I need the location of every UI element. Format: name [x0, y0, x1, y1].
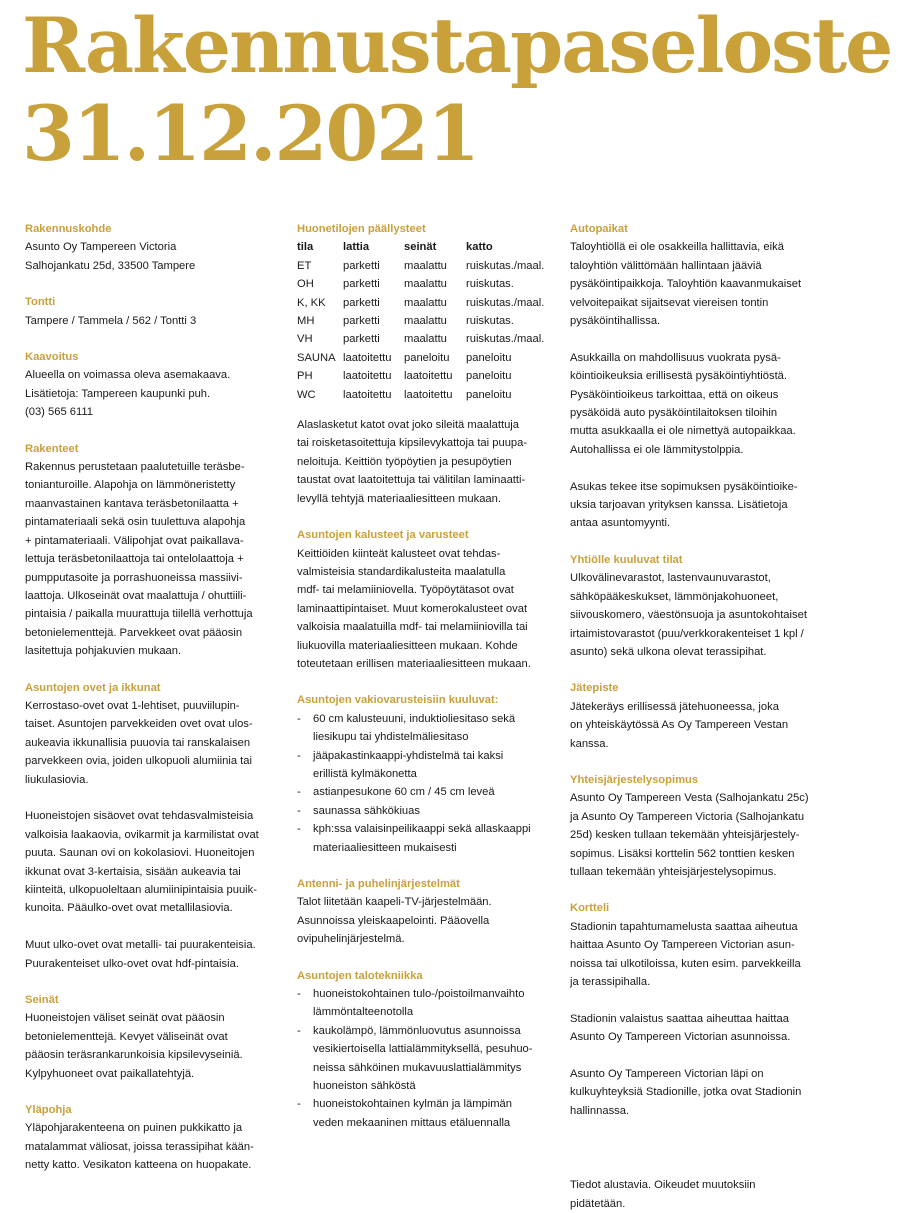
section-kortteli	[570, 899, 820, 1120]
list-item: - huoneistokohtainen kylmän ja lämpimän veden mekaaninen mittaus etäluennalla	[297, 1095, 555, 1132]
list-item: - saunassa sähkökiuas	[297, 802, 555, 820]
section-paallysteet	[297, 220, 555, 508]
section-heading: Asuntojen vakiovarusteisiin kuuluvat:	[297, 694, 499, 707]
table-header-row	[297, 238, 554, 256]
table-cell: maalattu	[404, 315, 447, 328]
title-line-2: 31.12.2021	[22, 89, 478, 178]
section-heading: Huonetilojen päällysteet	[297, 223, 426, 235]
section-heading: Kaavoitus	[25, 351, 79, 364]
table-cell: OH	[297, 278, 314, 291]
table-cell: ruiskutas.	[466, 278, 514, 291]
table-cell: parketti	[343, 259, 380, 272]
section-text: Alaslasketut katot ovat joko sileitä maalattuja tai roisketasoitettuja kipsilevykattoja tai puupa- neloituja. Keittiön työpöytien ja pesupöytien taustat ovat laatoitettuja tai välitilan laminaatti- levyllä tehtyjä materiaaliesitteen mukaan.	[297, 419, 528, 505]
column-header: lattia	[343, 241, 370, 254]
section-antenni	[297, 875, 555, 949]
section-heading: Jätepiste	[570, 682, 619, 695]
table-cell: ruiskutas.	[466, 315, 514, 328]
table-row	[297, 330, 554, 348]
section-text: Asunto Oy Tampereen Vesta (Salhojankatu 25c) ja Asunto Oy Tampereen Victoria (Salhojankatu 25d) kesken tullaan tekemään yhteisjärjestely- sopimus. Lisäksi korttelin 562 tonttien kesken tullaan tekemään yhteisjärjestelysopimus.	[570, 792, 809, 878]
table-cell: laatoitettu	[343, 388, 392, 401]
table-cell: parketti	[343, 278, 380, 291]
technology-list	[297, 985, 555, 1132]
table-cell: laatoitettu	[404, 388, 453, 401]
column-3	[570, 220, 820, 1213]
table-cell: WC	[297, 388, 316, 401]
section-heading: Yläpohja	[25, 1104, 72, 1117]
column-header: tila	[297, 241, 314, 254]
table-cell: maalattu	[404, 296, 447, 309]
column-1	[25, 220, 275, 1193]
section-heading: Antenni- ja puhelinjärjestelmät	[297, 878, 460, 890]
section-rakenteet	[25, 440, 275, 661]
table-row	[297, 386, 554, 404]
list-item: - jääpakastinkaappi-yhdistelmä tai kaksi erillistä kylmäkonetta	[297, 747, 555, 784]
list-item: - 60 cm kalusteuuni, induktioliesitaso sekä liesikupu tai yhdistelmäliesitaso	[297, 710, 555, 747]
table-cell: parketti	[343, 296, 380, 309]
list-item: - astianpesukone 60 cm / 45 cm leveä	[297, 783, 555, 801]
table-cell: parketti	[343, 333, 380, 346]
table-cell: ET	[297, 259, 312, 272]
table-cell: ruiskutas./maal.	[466, 296, 545, 309]
section-text: Asukkailla on mahdollisuus vuokrata pysä- köintioikeuksia erillisestä pysäköintiyhtiöstä. Pysäköintioikeus tarkoittaa, että on oikeus pysäköidä auto pysäköintilaitoksen tiloihin mutta asukkaalla ei ole nimettyä autopaikkaa. Autohallissa ei ole lämmitystolppia.	[570, 351, 796, 456]
section-text: Rakennus perustetaan paalutetuille teräsbe- tonianturoille. Alapohja on lämmöneristetty maanvastainen kantava teräsbetonilaatta + pintamateriaali sekä osin tuulettuva alapohja + pintamateriaali. Välipohjat ovat paikallava- lettuja teräsbetonilaattoja tai ontelolaattoja + pumpputasoite ja porrashuoneissa massiivi- laattoja. Ulkoseinät ovat maalattuja / ohuttiili- pintaisia / paikalla muurattuja tiilellä verhottuja betonielementtejä. Parvekkeet ovat pääosin lasitettuja pohjakuvien mukaan.	[25, 461, 253, 658]
section-yhtiolle	[570, 551, 820, 661]
table-cell: SAUNA	[297, 351, 336, 364]
list-item: - kph:ssa valaisinpeilikaappi sekä allaskaappi materiaaliesitteen mukaisesti	[297, 820, 555, 857]
section-text: Jätekeräys erillisessä jätehuoneessa, joka on yhteiskäytössä As Oy Tampereen Vestan kanssa.	[570, 700, 789, 750]
section-heading: Rakennuskohde	[25, 223, 112, 235]
equipment-list	[297, 710, 555, 857]
column-header: seinät	[404, 241, 437, 254]
table-cell: VH	[297, 333, 313, 346]
section-text: Taloyhtiöllä ei ole osakkeilla hallittavia, eikä taloyhtiön välittömään hallintaan jääviä pysäköintipaikkoja. Taloyhtiön kaavanmukaiset velvoitepaikat sijaitsevat viereisen tontin pysäköintihallissa.	[570, 241, 802, 328]
column-2	[297, 220, 555, 1150]
list-item: - huoneistokohtainen tulo-/poistoilmanvaihto lämmöntalteenotolla	[297, 985, 555, 1022]
section-autopaikat	[570, 220, 820, 533]
section-heading: Asuntojen ovet ja ikkunat	[25, 681, 161, 694]
table-cell: laatoitettu	[343, 351, 392, 364]
table-cell: PH	[297, 370, 313, 383]
section-text: Stadionin valaistus saattaa aiheuttaa haittaa Asunto Oy Tampereen Victorian asunnoissa.	[570, 1012, 791, 1044]
section-rakennuskohde	[25, 220, 275, 275]
table-cell: ruiskutas./maal.	[466, 259, 545, 272]
section-text: Talot liitetään kaapeli-TV-järjestelmään. Asunnoissa yleiskaapelointi. Pääovella ovipuhelinjärjestelmä.	[297, 896, 492, 946]
table-cell: parketti	[343, 315, 380, 328]
section-text: Stadionin tapahtumamelusta saattaa aiheutua haittaa Asunto Oy Tampereen Victorian asun- noissa tai ulkotiloissa, kuten esim. parvekkeilla ja terassipihalla.	[570, 920, 801, 988]
table-cell: laatoitettu	[343, 370, 392, 383]
section-ylapohja	[25, 1101, 275, 1175]
table-cell: paneloitu	[404, 351, 450, 364]
table-cell: maalattu	[404, 333, 447, 346]
table-cell: maalattu	[404, 278, 447, 291]
table-cell: maalattu	[404, 259, 447, 272]
section-ovet-ikkunat	[25, 679, 275, 973]
finishes-table-body	[297, 257, 554, 404]
list-item: - kaukolämpö, lämmönluovutus asunnoissa vesikiertoisella lattialämmityksellä, pesuhuo- neissa sähköinen mukavuuslattialämmitys huoneiston sähköstä	[297, 1022, 555, 1096]
column-header: katto	[466, 241, 493, 254]
section-text: Ulkovälinevarastot, lastenvaunuvarastot, sähköpääkeskukset, lämmönjakohuoneet, siivouskomero, väestönsuoja ja asuntokohtaiset irtaimistovarastot (puu/verkkorakenteiset 1 kpl / asunto) sekä ulkona olevat terassipihat.	[570, 572, 807, 658]
finishes-table	[297, 238, 554, 404]
section-heading: Kortteli	[570, 902, 610, 915]
section-seinat	[25, 991, 275, 1083]
table-cell: paneloitu	[466, 388, 512, 401]
footer-note: Tiedot alustavia. Oikeudet muutoksiin pidätetään.	[570, 1179, 756, 1210]
table-row	[297, 349, 554, 367]
table-cell: ruiskutas./maal.	[466, 333, 545, 346]
title-line-1: Rakennustapaseloste	[22, 1, 892, 90]
table-row	[297, 275, 554, 293]
section-text: Yläpohjarakenteena on puinen pukkikatto ja matalammat väliosat, joissa terassipihat kään- netty katto. Vesikaton katteena on huopakate.	[25, 1122, 254, 1172]
section-text: Alueella on voimassa oleva asemakaava. Lisätietoja: Tampereen kaupunki puh. (03) 565 6111	[25, 369, 231, 419]
section-vakiovarusteet	[297, 691, 555, 857]
section-text: Asunto Oy Tampereen Victoria Salhojankatu 25d, 33500 Tampere	[25, 241, 196, 272]
section-kalusteet	[297, 526, 555, 673]
table-cell: MH	[297, 315, 315, 328]
table-cell: paneloitu	[466, 351, 512, 364]
section-text: Muut ulko-ovet ovat metalli- tai puurakenteisia. Puurakenteiset ulko-ovet ovat hdf-pintaisia.	[25, 939, 256, 970]
section-heading: Asuntojen kalusteet ja varusteet	[297, 529, 469, 542]
section-text: Tampere / Tammela / 562 / Tontti 3	[25, 314, 197, 327]
section-kaavoitus	[25, 348, 275, 422]
section-heading: Seinät	[25, 994, 59, 1006]
table-cell: K, KK	[297, 296, 326, 309]
section-text: Asukas tekee itse sopimuksen pysäköintioike- uksia tarjoavan yrityksen kanssa. Lisätietoja antaa asuntomyynti.	[570, 480, 798, 530]
section-heading: Yhtiölle kuuluvat tilat	[570, 553, 683, 566]
section-heading: Tontti	[25, 296, 56, 309]
section-text: Kerrostaso-ovet ovat 1-lehtiset, puuviilupin- taiset. Asuntojen parvekkeiden ovet ovat ulos- aukeavia ikkunallisia puuovia tai ranskalaisen parvekkeen ovia, joiden ulkopuoli alumiinia tai liukulasiovia.	[25, 699, 253, 786]
section-jatepiste	[570, 679, 820, 753]
section-talotekniikka	[297, 967, 555, 1133]
table-row	[297, 367, 554, 385]
section-text: Huoneistojen sisäovet ovat tehdasvalmisteisia valkoisia laakaovia, ovikarmit ja karmilistat ovat puuta. Saunan ovi on kokolasiovi. Huoneitojen ikkunat ovat 3-kertaisia, sisään aukeavia tai kiinteitä, ulkopuoleltaan alumiinipintaisia puuik- kunoita. Pääulko-ovet ovat metallilasiovia.	[25, 810, 259, 915]
section-tontti	[25, 293, 275, 330]
section-heading: Yhteisjärjestelysopimus	[570, 773, 699, 786]
table-row	[297, 294, 554, 312]
section-heading: Autopaikat	[570, 223, 628, 235]
table-row	[297, 257, 554, 275]
section-heading: Asuntojen talotekniikka	[297, 969, 423, 982]
table-cell: paneloitu	[466, 370, 512, 383]
table-row	[297, 312, 554, 330]
section-text: Keittiöiden kiinteät kalusteet ovat tehdas- valmisteisia standardikalusteita maalatulla mdf- tai melamiiniovella. Työpöytätasot ovat laminaattipintaiset. Muut komerokalusteet ovat valkoisia maalatuilla mdf- tai melamiiniovilla tai liukuovilla materiaaliesitteen mukaan. Kohde toteutetaan erillisen materiaaliesitteen mukaan.	[297, 547, 531, 670]
section-text: Huoneistojen väliset seinät ovat pääosin betonielementtejä. Kevyet väliseinät ovat pääosin teräsrankarunkoisia kipsilevyseiniä. Kylpyhuoneet ovat paikallatehtyjä.	[25, 1012, 243, 1080]
table-cell: laatoitettu	[404, 370, 453, 383]
section-heading: Rakenteet	[25, 442, 79, 455]
page-title	[22, 2, 891, 178]
section-yhteisjarjestely	[570, 771, 820, 881]
section-text: Asunto Oy Tampereen Victorian läpi on kulkuyhteyksiä Stadionille, jotka ovat Stadionin hallinnassa.	[570, 1068, 802, 1117]
